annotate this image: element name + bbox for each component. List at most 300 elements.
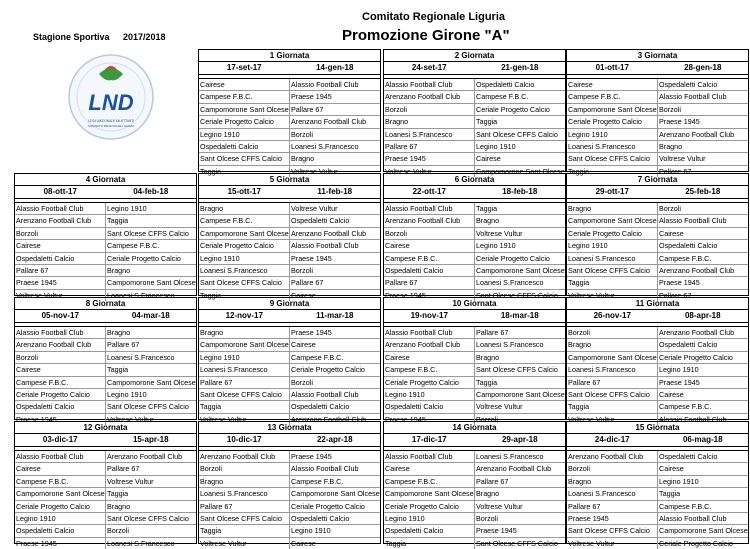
away-team: Sant Olcese CFFS Calcio bbox=[107, 402, 189, 412]
away-team: Praese 1945 bbox=[291, 452, 332, 461]
round-dates bbox=[384, 62, 565, 75]
match-row bbox=[384, 389, 565, 401]
away-team: Cairese bbox=[659, 389, 684, 399]
match-row bbox=[199, 476, 380, 488]
away-team: Bragno bbox=[476, 216, 500, 226]
round-dates bbox=[384, 186, 565, 199]
match-row bbox=[199, 327, 380, 339]
home-team: Ceriale Progetto Calcio bbox=[15, 389, 106, 400]
away-team: Sant Olcese CFFS Calcio bbox=[476, 290, 558, 300]
match-row bbox=[567, 253, 748, 265]
away-team: Taggia bbox=[107, 489, 129, 499]
andata-date: 22-ott-17 bbox=[412, 187, 446, 196]
home-team: Ceriale Progetto Calcio bbox=[384, 377, 475, 388]
andata-date: 01-ott-17 bbox=[595, 63, 629, 72]
league-title: Promozione Girone "A" bbox=[342, 27, 510, 44]
ritorno-date: 14-gen-18 bbox=[316, 63, 354, 72]
home-team: Voltrese Vultur bbox=[15, 290, 106, 301]
home-team: Pallare 67 bbox=[384, 141, 475, 152]
away-team: Voltrese Vultur bbox=[476, 228, 523, 238]
home-team: Campese F.B.C. bbox=[567, 91, 658, 102]
away-team: Bragno bbox=[476, 489, 500, 499]
match-row bbox=[384, 116, 565, 128]
away-team: Campese F.B.C. bbox=[107, 241, 160, 251]
match-row bbox=[384, 501, 565, 513]
away-team: Campese F.B.C. bbox=[291, 476, 344, 486]
away-team: Arenzano Football Club bbox=[291, 117, 367, 127]
match-row bbox=[384, 364, 565, 376]
away-team: Arenzano Football Club bbox=[659, 265, 735, 275]
round-title: 3 Giornata bbox=[567, 50, 748, 62]
away-team: Ceriale Progetto Calcio bbox=[659, 538, 733, 548]
match-row bbox=[567, 240, 748, 252]
lnd-logo bbox=[66, 52, 156, 142]
away-team: Pallare 67 bbox=[659, 166, 692, 176]
home-team: Pallare 67 bbox=[384, 277, 475, 288]
away-team: Ospedaletti Calcio bbox=[291, 402, 350, 412]
away-team: Voltrese Vultur bbox=[107, 476, 154, 486]
round-title: 8 Giornata bbox=[15, 298, 196, 310]
home-team: Cairese bbox=[15, 240, 106, 251]
home-team: Ceriale Progetto Calcio bbox=[199, 240, 290, 251]
home-team: Bragno bbox=[199, 203, 290, 214]
round-card bbox=[566, 421, 749, 548]
home-team: Campomorone Sant Olcese bbox=[200, 228, 289, 238]
match-row bbox=[384, 79, 565, 91]
committee-title: Comitato Regionale Liguria bbox=[362, 11, 506, 23]
away-team: Campomorone Sant Olcese bbox=[107, 278, 196, 288]
away-team: Voltrese Vultur bbox=[291, 166, 338, 176]
round-dates bbox=[567, 62, 748, 75]
home-team: Alassio Football Club bbox=[384, 327, 475, 338]
away-team: Ospedaletti Calcio bbox=[659, 80, 718, 89]
away-team: Legino 1910 bbox=[659, 365, 699, 375]
match-row bbox=[384, 203, 565, 215]
home-team: Borzoli bbox=[15, 352, 106, 363]
match-row bbox=[384, 153, 565, 165]
away-team: Taggia bbox=[107, 365, 129, 375]
home-team: Taggia bbox=[199, 290, 290, 301]
home-team: Ceriale Progetto Calcio bbox=[384, 501, 475, 512]
round-dates bbox=[384, 434, 565, 447]
home-team: Legino 1910 bbox=[384, 389, 475, 400]
round-title: 1 Giornata bbox=[199, 50, 380, 62]
match-row bbox=[567, 501, 748, 513]
andata-date: 29-ott-17 bbox=[595, 187, 629, 196]
round-dates bbox=[567, 186, 748, 199]
match-row bbox=[567, 141, 748, 153]
match-row bbox=[15, 352, 196, 364]
ritorno-date: 04-feb-18 bbox=[133, 187, 169, 196]
home-team: Legino 1910 bbox=[199, 129, 290, 140]
away-team: Pallare 67 bbox=[107, 464, 140, 474]
away-team: Voltrese Vultur bbox=[291, 204, 338, 213]
home-team: Taggia bbox=[567, 277, 658, 288]
match-row bbox=[199, 265, 380, 277]
away-team: Alassio Football Club bbox=[659, 92, 727, 102]
away-team: Legino 1910 bbox=[107, 389, 147, 399]
home-team: Loanesi S.Francesco bbox=[384, 129, 475, 140]
home-team: Arenzano Football Club bbox=[199, 451, 290, 462]
home-team: Arenzano Football Club bbox=[567, 451, 658, 462]
match-row bbox=[384, 327, 565, 339]
away-team: Loanesi S.Francesco bbox=[476, 340, 544, 350]
away-team: Arenzano Football Club bbox=[291, 228, 367, 238]
match-row bbox=[15, 240, 196, 252]
match-row bbox=[567, 538, 748, 549]
home-team: Cairese bbox=[384, 352, 475, 363]
away-team: Ceriale Progetto Calcio bbox=[107, 253, 181, 263]
away-team: Sant Olcese CFFS Calcio bbox=[476, 538, 558, 548]
ritorno-date: 29-apr-18 bbox=[501, 435, 538, 444]
away-team: Campese F.B.C. bbox=[291, 352, 344, 362]
match-row bbox=[15, 203, 196, 215]
match-row bbox=[15, 277, 196, 289]
away-team: Alassio Football Club bbox=[291, 241, 359, 251]
home-team: Voltrese Vultur bbox=[567, 290, 658, 301]
ritorno-date: 08-apr-18 bbox=[684, 311, 721, 320]
round-dates bbox=[384, 310, 565, 323]
match-row bbox=[567, 79, 748, 91]
away-team: Campese F.B.C. bbox=[659, 501, 712, 511]
round-card bbox=[383, 173, 566, 300]
away-team: Voltrese Vultur bbox=[659, 154, 706, 164]
match-row bbox=[567, 513, 748, 525]
home-team: Voltrese Vultur bbox=[567, 414, 658, 425]
home-team: Sant Olcese CFFS Calcio bbox=[199, 513, 290, 524]
match-row bbox=[384, 401, 565, 413]
home-team: Bragno bbox=[567, 339, 658, 350]
match-row bbox=[199, 377, 380, 389]
round-dates bbox=[15, 434, 196, 447]
away-team: Ceriale Progetto Calcio bbox=[291, 365, 365, 375]
home-team: Cairese bbox=[567, 79, 658, 90]
away-team: Cairese bbox=[291, 290, 316, 300]
away-team: Sant Olcese CFFS Calcio bbox=[476, 129, 558, 139]
away-team: Arenzano Football Club bbox=[659, 129, 735, 139]
match-row bbox=[567, 463, 748, 475]
home-team: Loanesi S.Francesco bbox=[199, 364, 290, 375]
match-row bbox=[15, 265, 196, 277]
round-title: 6 Giornata bbox=[384, 174, 565, 186]
round-dates bbox=[567, 310, 748, 323]
match-row bbox=[199, 79, 380, 91]
away-team: Bragno bbox=[291, 154, 315, 164]
round-title: 9 Giornata bbox=[199, 298, 380, 310]
away-team: Praese 1945 bbox=[291, 92, 332, 102]
match-row bbox=[15, 401, 196, 413]
round-card bbox=[198, 297, 381, 424]
home-team: Legino 1910 bbox=[15, 513, 106, 524]
away-team: Sant Olcese CFFS Calcio bbox=[476, 365, 558, 375]
away-team: Pallare 67 bbox=[107, 340, 140, 350]
match-row bbox=[567, 364, 748, 376]
away-team: Borzoli bbox=[659, 104, 681, 114]
match-row bbox=[567, 91, 748, 103]
away-team: Ospedaletti Calcio bbox=[659, 241, 718, 251]
home-team: Borzoli bbox=[567, 463, 658, 474]
home-team: Arenzano Football Club bbox=[15, 215, 106, 226]
home-team: Campese F.B.C. bbox=[199, 91, 290, 102]
round-dates bbox=[15, 310, 196, 323]
away-team: Ceriale Progetto Calcio bbox=[476, 104, 550, 114]
round-card bbox=[383, 421, 566, 548]
andata-date: 08-ott-17 bbox=[43, 187, 77, 196]
home-team: Ospedaletti Calcio bbox=[15, 401, 106, 412]
home-team: Alassio Football Club bbox=[15, 451, 106, 462]
home-team: Campomorone Sant Olcese bbox=[568, 104, 657, 114]
andata-date: 26-nov-17 bbox=[593, 311, 631, 320]
away-team: Arenzano Football Club bbox=[659, 328, 735, 337]
away-team: Voltrese Vultur bbox=[476, 501, 523, 511]
home-team: Praese 1945 bbox=[384, 414, 475, 425]
match-row bbox=[384, 104, 565, 116]
home-team: Taggia bbox=[567, 166, 658, 177]
home-team: Borzoli bbox=[567, 327, 658, 338]
away-team: Borzoli bbox=[291, 377, 313, 387]
match-row bbox=[384, 488, 565, 500]
andata-date: 05-nov-17 bbox=[41, 311, 79, 320]
home-team: Campomorone Sant Olcese bbox=[385, 489, 474, 499]
match-row bbox=[15, 228, 196, 240]
away-team: Borzoli bbox=[476, 513, 498, 523]
home-team: Arenzano Football Club bbox=[384, 215, 475, 226]
home-team: Praese 1945 bbox=[567, 513, 658, 524]
away-team: Borzoli bbox=[291, 265, 313, 275]
home-team: Borzoli bbox=[15, 228, 106, 239]
home-team: Voltrese Vultur bbox=[384, 166, 475, 177]
andata-date: 12-nov-17 bbox=[225, 311, 263, 320]
match-row bbox=[199, 153, 380, 165]
away-team: Alassio Football Club bbox=[291, 80, 359, 89]
andata-date: 24-set-17 bbox=[411, 63, 447, 72]
home-team: Alassio Football Club bbox=[384, 451, 475, 462]
home-team: Sant Olcese CFFS Calcio bbox=[567, 525, 658, 536]
match-row bbox=[384, 352, 565, 364]
match-row bbox=[384, 339, 565, 351]
ritorno-date: 28-gen-18 bbox=[684, 63, 722, 72]
home-team: Sant Olcese CFFS Calcio bbox=[567, 389, 658, 400]
away-team: Campomorone Sant Olcese bbox=[476, 389, 565, 399]
match-row bbox=[199, 451, 380, 463]
round-dates bbox=[199, 310, 380, 323]
match-row bbox=[199, 352, 380, 364]
home-team: Campese F.B.C. bbox=[384, 253, 475, 264]
home-team: Cairese bbox=[15, 463, 106, 474]
match-row bbox=[567, 228, 748, 240]
round-card bbox=[566, 49, 749, 176]
home-team: Campomorone Sant Olcese bbox=[200, 104, 289, 114]
away-team: Cairese bbox=[476, 154, 501, 164]
home-team: Praese 1945 bbox=[15, 414, 106, 425]
andata-date: 15-ott-17 bbox=[227, 187, 261, 196]
andata-date: 17-dic-17 bbox=[411, 435, 447, 444]
home-team: Loanesi S.Francesco bbox=[567, 364, 658, 375]
home-team: Sant Olcese CFFS Calcio bbox=[567, 265, 658, 276]
away-team: Praese 1945 bbox=[291, 328, 332, 337]
round-card bbox=[14, 421, 197, 548]
match-row bbox=[567, 215, 748, 227]
andata-date: 10-dic-17 bbox=[226, 435, 262, 444]
away-team: Loanesi S.Francesco bbox=[107, 290, 175, 300]
match-row bbox=[199, 215, 380, 227]
away-team: Sant Olcese CFFS Calcio bbox=[107, 228, 189, 238]
home-team: Ospedaletti Calcio bbox=[384, 401, 475, 412]
match-row bbox=[384, 141, 565, 153]
match-row bbox=[15, 513, 196, 525]
away-team: Campomorone Sant Olcese bbox=[659, 526, 748, 536]
season-value: 2017/2018 bbox=[123, 32, 166, 42]
away-team: Borzoli bbox=[476, 414, 498, 424]
away-team: Cairese bbox=[659, 228, 684, 238]
away-team: Loanesi S.Francesco bbox=[476, 452, 544, 461]
away-team: Campomorone Sant Olcese bbox=[107, 377, 196, 387]
home-team: Ospedaletti Calcio bbox=[384, 525, 475, 536]
round-card bbox=[14, 297, 197, 424]
home-team: Campese F.B.C. bbox=[15, 377, 106, 388]
away-team: Arenzano Football Club bbox=[476, 464, 552, 474]
home-team: Arenzano Football Club bbox=[15, 339, 106, 350]
away-team: Ospedaletti Calcio bbox=[659, 452, 718, 461]
match-row bbox=[199, 538, 380, 549]
away-team: Voltrese Vultur bbox=[476, 402, 523, 412]
ritorno-date: 18-mar-18 bbox=[500, 311, 539, 320]
home-team: Cairese bbox=[384, 463, 475, 474]
away-team: Loanesi S.Francesco bbox=[291, 141, 359, 151]
home-team: Ceriale Progetto Calcio bbox=[199, 116, 290, 127]
ritorno-date: 15-apr-18 bbox=[132, 435, 169, 444]
home-team: Praese 1945 bbox=[384, 153, 475, 164]
away-team: Taggia bbox=[476, 204, 498, 213]
away-team: Pallare 67 bbox=[476, 476, 509, 486]
match-row bbox=[384, 538, 565, 549]
home-team: Loanesi S.Francesco bbox=[199, 488, 290, 499]
away-team: Pallare 67 bbox=[659, 290, 692, 300]
home-team: Ospedaletti Calcio bbox=[15, 253, 106, 264]
home-team: Bragno bbox=[199, 327, 290, 338]
match-row bbox=[199, 389, 380, 401]
away-team: Campomorone Sant Olcese bbox=[476, 265, 565, 275]
match-row bbox=[384, 240, 565, 252]
home-team: Taggia bbox=[199, 525, 290, 536]
match-row bbox=[384, 129, 565, 141]
round-card bbox=[383, 49, 566, 176]
match-row bbox=[199, 116, 380, 128]
home-team: Sant Olcese CFFS Calcio bbox=[199, 389, 290, 400]
match-row bbox=[199, 501, 380, 513]
match-row bbox=[567, 203, 748, 215]
match-row bbox=[384, 265, 565, 277]
home-team: Legino 1910 bbox=[199, 253, 290, 264]
away-team: Pallare 67 bbox=[291, 278, 324, 288]
match-row bbox=[384, 215, 565, 227]
season-label: Stagione Sportiva bbox=[33, 32, 110, 42]
round-card bbox=[198, 421, 381, 548]
home-team: Loanesi S.Francesco bbox=[567, 141, 658, 152]
home-team: Alassio Football Club bbox=[15, 327, 106, 338]
match-row bbox=[567, 451, 748, 463]
match-row bbox=[384, 463, 565, 475]
away-team: Legino 1910 bbox=[291, 526, 331, 536]
ritorno-date: 25-feb-18 bbox=[685, 187, 721, 196]
away-team: Pallare 67 bbox=[291, 104, 324, 114]
away-team: Arenzano Football Club bbox=[291, 414, 367, 424]
round-dates bbox=[199, 186, 380, 199]
home-team: Taggia bbox=[199, 166, 290, 177]
away-team: Alassio Football Club bbox=[291, 464, 359, 474]
home-team: Alassio Football Club bbox=[384, 79, 475, 90]
home-team: Alassio Football Club bbox=[384, 203, 475, 214]
home-team: Campomorone Sant Olcese bbox=[568, 216, 657, 226]
away-team: Bragno bbox=[107, 501, 131, 511]
match-row bbox=[15, 501, 196, 513]
ritorno-date: 22-apr-18 bbox=[316, 435, 353, 444]
away-team: Taggia bbox=[659, 489, 681, 499]
away-team: Ospedaletti Calcio bbox=[659, 340, 718, 350]
ritorno-date: 04-mar-18 bbox=[131, 311, 170, 320]
home-team: Campomorone Sant Olcese bbox=[200, 340, 289, 350]
match-row bbox=[567, 116, 748, 128]
home-team: Cairese bbox=[15, 364, 106, 375]
match-row bbox=[15, 327, 196, 339]
home-team: Campomorone Sant Olcese bbox=[16, 489, 105, 499]
match-row bbox=[567, 389, 748, 401]
match-row bbox=[15, 525, 196, 537]
home-team: Voltrese Vultur bbox=[567, 538, 658, 549]
match-row bbox=[384, 377, 565, 389]
round-title: 12 Giornata bbox=[15, 422, 196, 434]
home-team: Arenzano Football Club bbox=[384, 339, 475, 350]
round-title: 7 Giornata bbox=[567, 174, 748, 186]
away-team: Taggia bbox=[476, 377, 498, 387]
match-row bbox=[567, 327, 748, 339]
home-team: Taggia bbox=[567, 401, 658, 412]
away-team: Legino 1910 bbox=[476, 241, 516, 251]
match-row bbox=[199, 339, 380, 351]
match-row bbox=[15, 451, 196, 463]
away-team: Bragno bbox=[107, 328, 131, 337]
home-team: Campese F.B.C. bbox=[15, 476, 106, 487]
home-team: Voltrese Vultur bbox=[199, 538, 290, 549]
match-row bbox=[199, 253, 380, 265]
away-team: Borzoli bbox=[659, 204, 681, 213]
round-dates bbox=[199, 434, 380, 447]
away-team: Ceriale Progetto Calcio bbox=[659, 352, 733, 362]
round-title: 2 Giornata bbox=[384, 50, 565, 62]
home-team: Voltrese Vultur bbox=[199, 414, 290, 425]
match-row bbox=[199, 141, 380, 153]
home-team: Praese 1945 bbox=[15, 538, 106, 549]
round-title: 5 Giornata bbox=[199, 174, 380, 186]
away-team: Cairese bbox=[291, 538, 316, 548]
ritorno-date: 11-mar-18 bbox=[316, 311, 354, 320]
home-team: Praese 1945 bbox=[15, 277, 106, 288]
home-team: Bragno bbox=[384, 116, 475, 127]
round-card bbox=[566, 173, 749, 300]
away-team: Voltrese Vultur bbox=[107, 414, 154, 424]
round-title: 10 Giornata bbox=[384, 298, 565, 310]
match-row bbox=[15, 476, 196, 488]
away-team: Bragno bbox=[476, 352, 500, 362]
away-team: Ospedaletti Calcio bbox=[291, 216, 350, 226]
match-row bbox=[15, 339, 196, 351]
match-row bbox=[15, 389, 196, 401]
home-team: Campese F.B.C. bbox=[384, 476, 475, 487]
ritorno-date: 21-gen-18 bbox=[501, 63, 539, 72]
home-team: Ceriale Progetto Calcio bbox=[567, 116, 658, 127]
away-team: Campese F.B.C. bbox=[659, 402, 712, 412]
round-dates bbox=[199, 62, 380, 75]
